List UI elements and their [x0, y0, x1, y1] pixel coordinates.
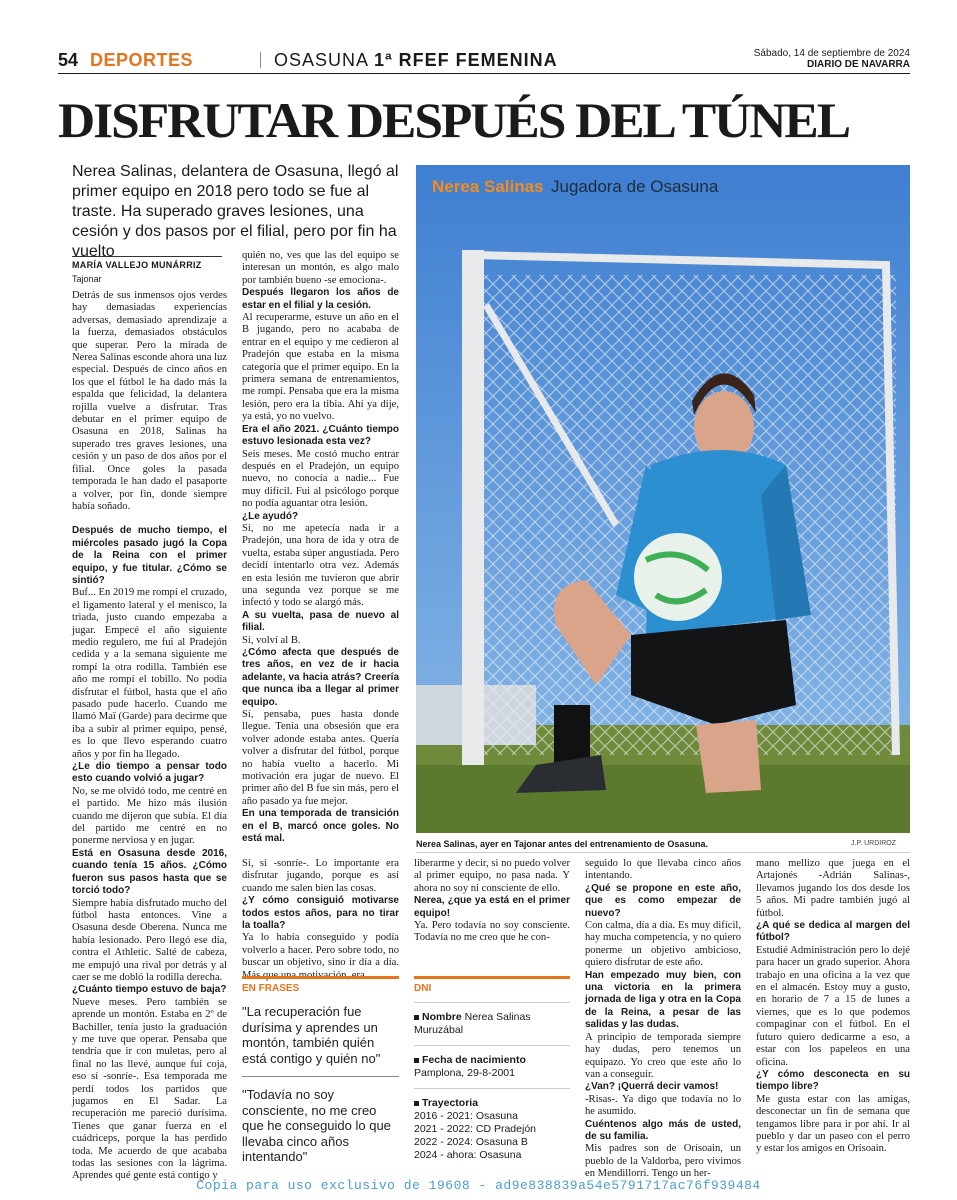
caption-divider [416, 852, 910, 853]
body-paragraph: quién no, ves que las del equipo se interesan un montón, es algo malo por también bueno -se emociona-. [242, 250, 399, 286]
body-paragraph: mano mellizo que juega en el Artajonés -Adrián Salinas-, llevamos jugando los dos desde los 5 años. Mi padre también jugó al fútbol. [756, 858, 910, 919]
quotes-divider [242, 1076, 399, 1077]
profile-divider [414, 1045, 570, 1046]
body-paragraph: liberarme y decir, si no puedo volver al primer equipo, no pasa nada. Y ahora no soy ni consciente de ello. [414, 858, 570, 894]
feature-photo [416, 165, 910, 833]
interview-question: En una temporada de transición en el B, marcó once goles. No está mal. [242, 808, 399, 845]
article-column-4 [585, 858, 741, 1181]
interview-question: Han empezado muy bien, con una victoria en la primera jornada de liga y otra en la Copa de la Reina, a pesar de las salidas y las dudas. [585, 969, 741, 1031]
pull-quote: "La recuperación fue durísima y aprendes un montón, también quién está contigo y quién no" [242, 1004, 381, 1066]
profile-name [414, 1011, 570, 1037]
pull-quote: "Todavía no soy consciente, no me creo que he conseguido lo que llevaba cinco años intentando" [242, 1087, 391, 1164]
article-column-1 [72, 290, 227, 1183]
career-entry: 2024 - ahora: Osasuna [414, 1149, 522, 1161]
interview-question: ¿Cuánto tiempo estuvo de baja? [72, 984, 227, 996]
photo-illustration [416, 165, 910, 833]
bullet-square-icon [414, 1058, 419, 1063]
interview-question: ¿Le dio tiempo a pensar todo esto cuando volvió a jugar? [72, 761, 227, 785]
profile-divider [414, 1002, 570, 1003]
interview-question: Cuéntenos algo más de usted, de su familia. [585, 1118, 741, 1142]
photo-caption: Nerea Salinas, ayer en Tajonar antes del entrenamiento de Osasuna. [416, 839, 708, 849]
career-entry: 2016 - 2021: Osasuna [414, 1110, 518, 1122]
interview-question: ¿Qué se propone en este año, que es como empezar de nuevo? [585, 882, 741, 919]
author-name: MARÍA VALLEJO MUNÁRRIZ [72, 260, 202, 270]
body-paragraph: Estudié Administración pero lo dejé para hacer un grado superior. Ahora trabajo en una oficina a la vez que en el almacén. Estoy muy a gusto, en horario de 7 a 15 de lunes a viernes, que es lo que podemos compaginar con el fútbol. En el futuro quiero dedicarme a eso, a estar con los papeleos en una oficina. [756, 944, 910, 1068]
body-paragraph: A principio de temporada siempre hay dudas, pero tenemos un equipazo. Yo creo que este año lo van a conseguir. [585, 1031, 741, 1080]
body-paragraph: Sí, pensaba, pues hasta donde llegue. Tenía una obsesión que era volver adonde estaba antes. Quería volver a disfrutar del fútbol, porque no había vuelto a hacerlo. Mi motivación era jugar de nuevo. El primer año del B fue sin más, pero el año pasado ya fue mejor. [242, 709, 399, 807]
issue-date: Sábado, 14 de septiembre de 2024 [753, 48, 910, 59]
header-divider [260, 52, 261, 68]
photo-subject-role: Jugadora de Osasuna [551, 177, 719, 196]
interview-question: ¿Van? ¡Querrá decir vamos! [585, 1081, 719, 1093]
interview-question: A su vuelta, pasa de nuevo al filial. [242, 609, 399, 634]
copy-watermark: Copia para uso exclusivo de 19608 - ad9e838839a54e5791717ac76f939484 [196, 1178, 761, 1193]
body-paragraph: Nueve meses. Pero también se aprende un montón. Estaba en 2º de Bachiller, tenía justo la graduación y me tuve que operar. Pensaba que tendría que ir con muletas, pero al final no las llevé, aunque fui coja, eso sí -sonríe-. Esa temporada me perdí todos los partidos que jugamos en El Sadar. La recuperación me pareció durísima. Tienes que ganar fuerza en el cuádriceps, porque la has perdido toda. Me acuerdo de que acababa todas las sesiones con la lágrima. Aprendes qué gente está contigo y [72, 996, 227, 1182]
career-entry: 2021 - 2022: CD Pradejón [414, 1123, 536, 1135]
body-paragraph: Me gusta estar con las amigas, desconectar un fin de semana que tengamos libre para ir por ahí. Ir al pueblo y dar un paseo con el perro y estar los amigos en Orísoain. [756, 1093, 910, 1155]
body-paragraph: Seis meses. Me costó mucho entrar después en el Pradejón, un equipo nuevo, no conocía a nadie... Fue muy difícil. Fui al psicólogo porque no podía aguantar otra lesión. [242, 448, 399, 510]
profile-birth [414, 1054, 570, 1080]
newspaper-page [14, 0, 940, 1200]
profile-divider [414, 1088, 570, 1089]
profile-box-title: DNI [414, 976, 570, 994]
profile-birth-label: Fecha de nacimiento [422, 1054, 526, 1066]
quotes-box-title: EN FRASES [242, 976, 399, 994]
body-paragraph: seguido lo que llevaba cinco años intentando. [585, 858, 741, 882]
quotes-box [242, 976, 399, 1165]
profile-career-label: Trayectoria [422, 1097, 479, 1109]
article-column-5 [756, 858, 910, 1156]
body-paragraph: Buf... En 2019 me rompí el cruzado, el ligamento lateral y el menisco, la triada, justo cuando empezaba a jugar. Empecé el año siguiente medio regulero, me fui al Pradejón cedida y a la semana siguiente me rompí la otra rodilla. También ese año me rompí el tobillo. No podía disfrutar el fútbol, hasta que el año pasado pude hacerlo. Cuando me llamó Maï (Garde) para decirme que iba a subir al primer equipo, pensé, es lo que llevo esperando cuatro años y por fin ha llegado. [72, 587, 228, 760]
lead-paragraph: Nerea Salinas, delantera de Osasuna, llegó al primer equipo en 2018 pero todo se fue al traste. Ha superado graves lesiones, una cesión y dos pasos por el filial, pero por fin ha vuelto [72, 163, 399, 260]
article-column-3 [414, 858, 570, 945]
interview-question: Era el año 2021. ¿Cuánto tiempo estuvo lesionada esta vez? [242, 423, 399, 448]
byline [72, 256, 222, 284]
body-paragraph: Con calma, día a día. Es muy difícil, hay mucha competencia, y no quiero ponerme un objetivo ambicioso, quiero disfrutar de este año. [585, 920, 741, 969]
body-paragraph: Sí, volví al B. [242, 634, 301, 646]
photo-subject-name: Nerea Salinas [432, 177, 544, 196]
bullet-square-icon [414, 1015, 419, 1020]
body-paragraph: Ya. Pero todavía no soy consciente. Todavía no me creo que he con- [414, 920, 570, 944]
body-paragraph: Detrás de sus inmensos ojos verdes hay demasiadas experiencias adversas, demasiado aprendizaje a la fuerza, demasiados obstáculos que superar. Pero la mirada de Nerea Salinas esconde ahora una luz especial. Después de cinco años en los que el fútbol le ha dado más la espalda que felicidad, la delantera rojilla vuelve a disfrutar. Tras debutar en el primer equipo de Osasuna en 2018, Salinas ha superado tres graves lesiones, una cesión y un paso de dos años por el filial. Once goles la pasada temporada le han dado el pasaporte a volver, por fin, donde siempre había soñado. [72, 290, 228, 512]
body-paragraph: Al recuperarme, estuve un año en el B jugando, pero no acababa de entrar en el equipo y me cedieron al Pradejón que estaba en la misma categoría que el primer equipo. En la primera semana de entrenamientos, me rompí. Pensaba que era la misma lesión, pero era la tibia. Ahí ya dije, ya está, yo no vuelvo. [242, 312, 399, 423]
body-paragraph: -Risas-. Ya digo que todavía no lo he asumido. [585, 1093, 741, 1118]
profile-box [414, 976, 570, 1162]
interview-question: Después llegaron los años de estar en el filial y la cesión. [242, 287, 399, 311]
interview-question: ¿Y cómo consiguió motivarse todos estos años, para no tirar la toalla? [242, 895, 399, 932]
body-paragraph: Ya lo había conseguido y podía volverlo a hacer. Pero sobre todo, no buscar un objetivo, sino ir día a día. Más que una motivación, era [242, 932, 399, 981]
league-name: 1ª RFEF FEMENINA [374, 50, 558, 70]
interview-question: Después de mucho tiempo, el miércoles pasado jugó la Copa de la Reina con el primer equipo, y fue titular. ¿Cómo se sintió? [72, 525, 227, 586]
author-place: Tajonar [72, 274, 102, 284]
article-column-2-bottom [242, 858, 399, 982]
body-paragraph: Sí, sí -sonríe-. Lo importante era disfrutar jugando, porque es así cuando me salen bien las cosas. [242, 858, 399, 894]
section-name: DEPORTES [90, 50, 194, 70]
profile-name-label: Nombre [422, 1011, 462, 1023]
profile-name-value: Nerea Salinas Muruzábal [414, 1011, 531, 1036]
body-paragraph: Mis padres son de Orísoain, un pueblo de la Valdorba, pero vivimos en Mendillorri. Tengo un her- [585, 1143, 741, 1180]
bullet-square-icon [414, 1101, 419, 1106]
article-column-2 [242, 250, 399, 846]
interview-question: Nerea, ¿que ya está en el primer equipo! [414, 895, 570, 919]
career-entry: 2022 - 2024: Osasuna B [414, 1136, 528, 1148]
profile-career [414, 1097, 570, 1162]
page-header [58, 44, 910, 74]
interview-question: ¿Le ayudó? [242, 510, 299, 522]
interview-question: Está en Osasuna desde 2016, cuando tenía 15 años. ¿Cómo fueron sus pasos hasta que se torció todo? [72, 847, 227, 897]
interview-question: ¿Cómo afecta que después de tres años, en vez de ir hacia adelante, va hacia atrás? Creería que nunca iba a llegar al primer equipo. [242, 647, 399, 708]
body-paragraph: No, se me olvidó todo, me centré en el partido. Me hizo más ilusión cuando me dijeron que subía. El día del partido me centré en no ponerme nerviosa y en jugar. [72, 785, 227, 847]
interview-question: ¿A qué se dedica al margen del fútbol? [756, 920, 910, 944]
newspaper-name: DIARIO DE NAVARRA [807, 59, 910, 70]
interview-question: ¿Y cómo desconecta en su tiempo libre? [756, 1068, 910, 1093]
profile-birth-value: Pamplona, 29-8-2001 [414, 1067, 515, 1079]
photo-credit: J.P. URDIROZ [851, 840, 896, 847]
page-number: 54 [58, 50, 79, 70]
body-paragraph: Sí, no me apetecía nada ir a Pradejón, una hora de ida y otra de vuelta, estaba súper angustiada. Pero decidí intentarlo otra vez. Además en esta lesión me tuvieron que abrir una segunda vez porque se me infectó y todo se alargó más. [242, 522, 399, 609]
body-paragraph: Siempre había disfrutado mucho del fútbol hasta entonces. Vine a Osasuna desde Oberena. Nunca me había lesionado. Pero llegó ese día, contra el Athletic. Salté de cabeza, me empujó una rival por detrás y al caer se me dobló la rodilla derecha. [72, 897, 227, 983]
headline: DISFRUTAR DESPUÉS DEL TÚNEL [58, 92, 850, 148]
club-name: OSASUNA [274, 50, 370, 70]
